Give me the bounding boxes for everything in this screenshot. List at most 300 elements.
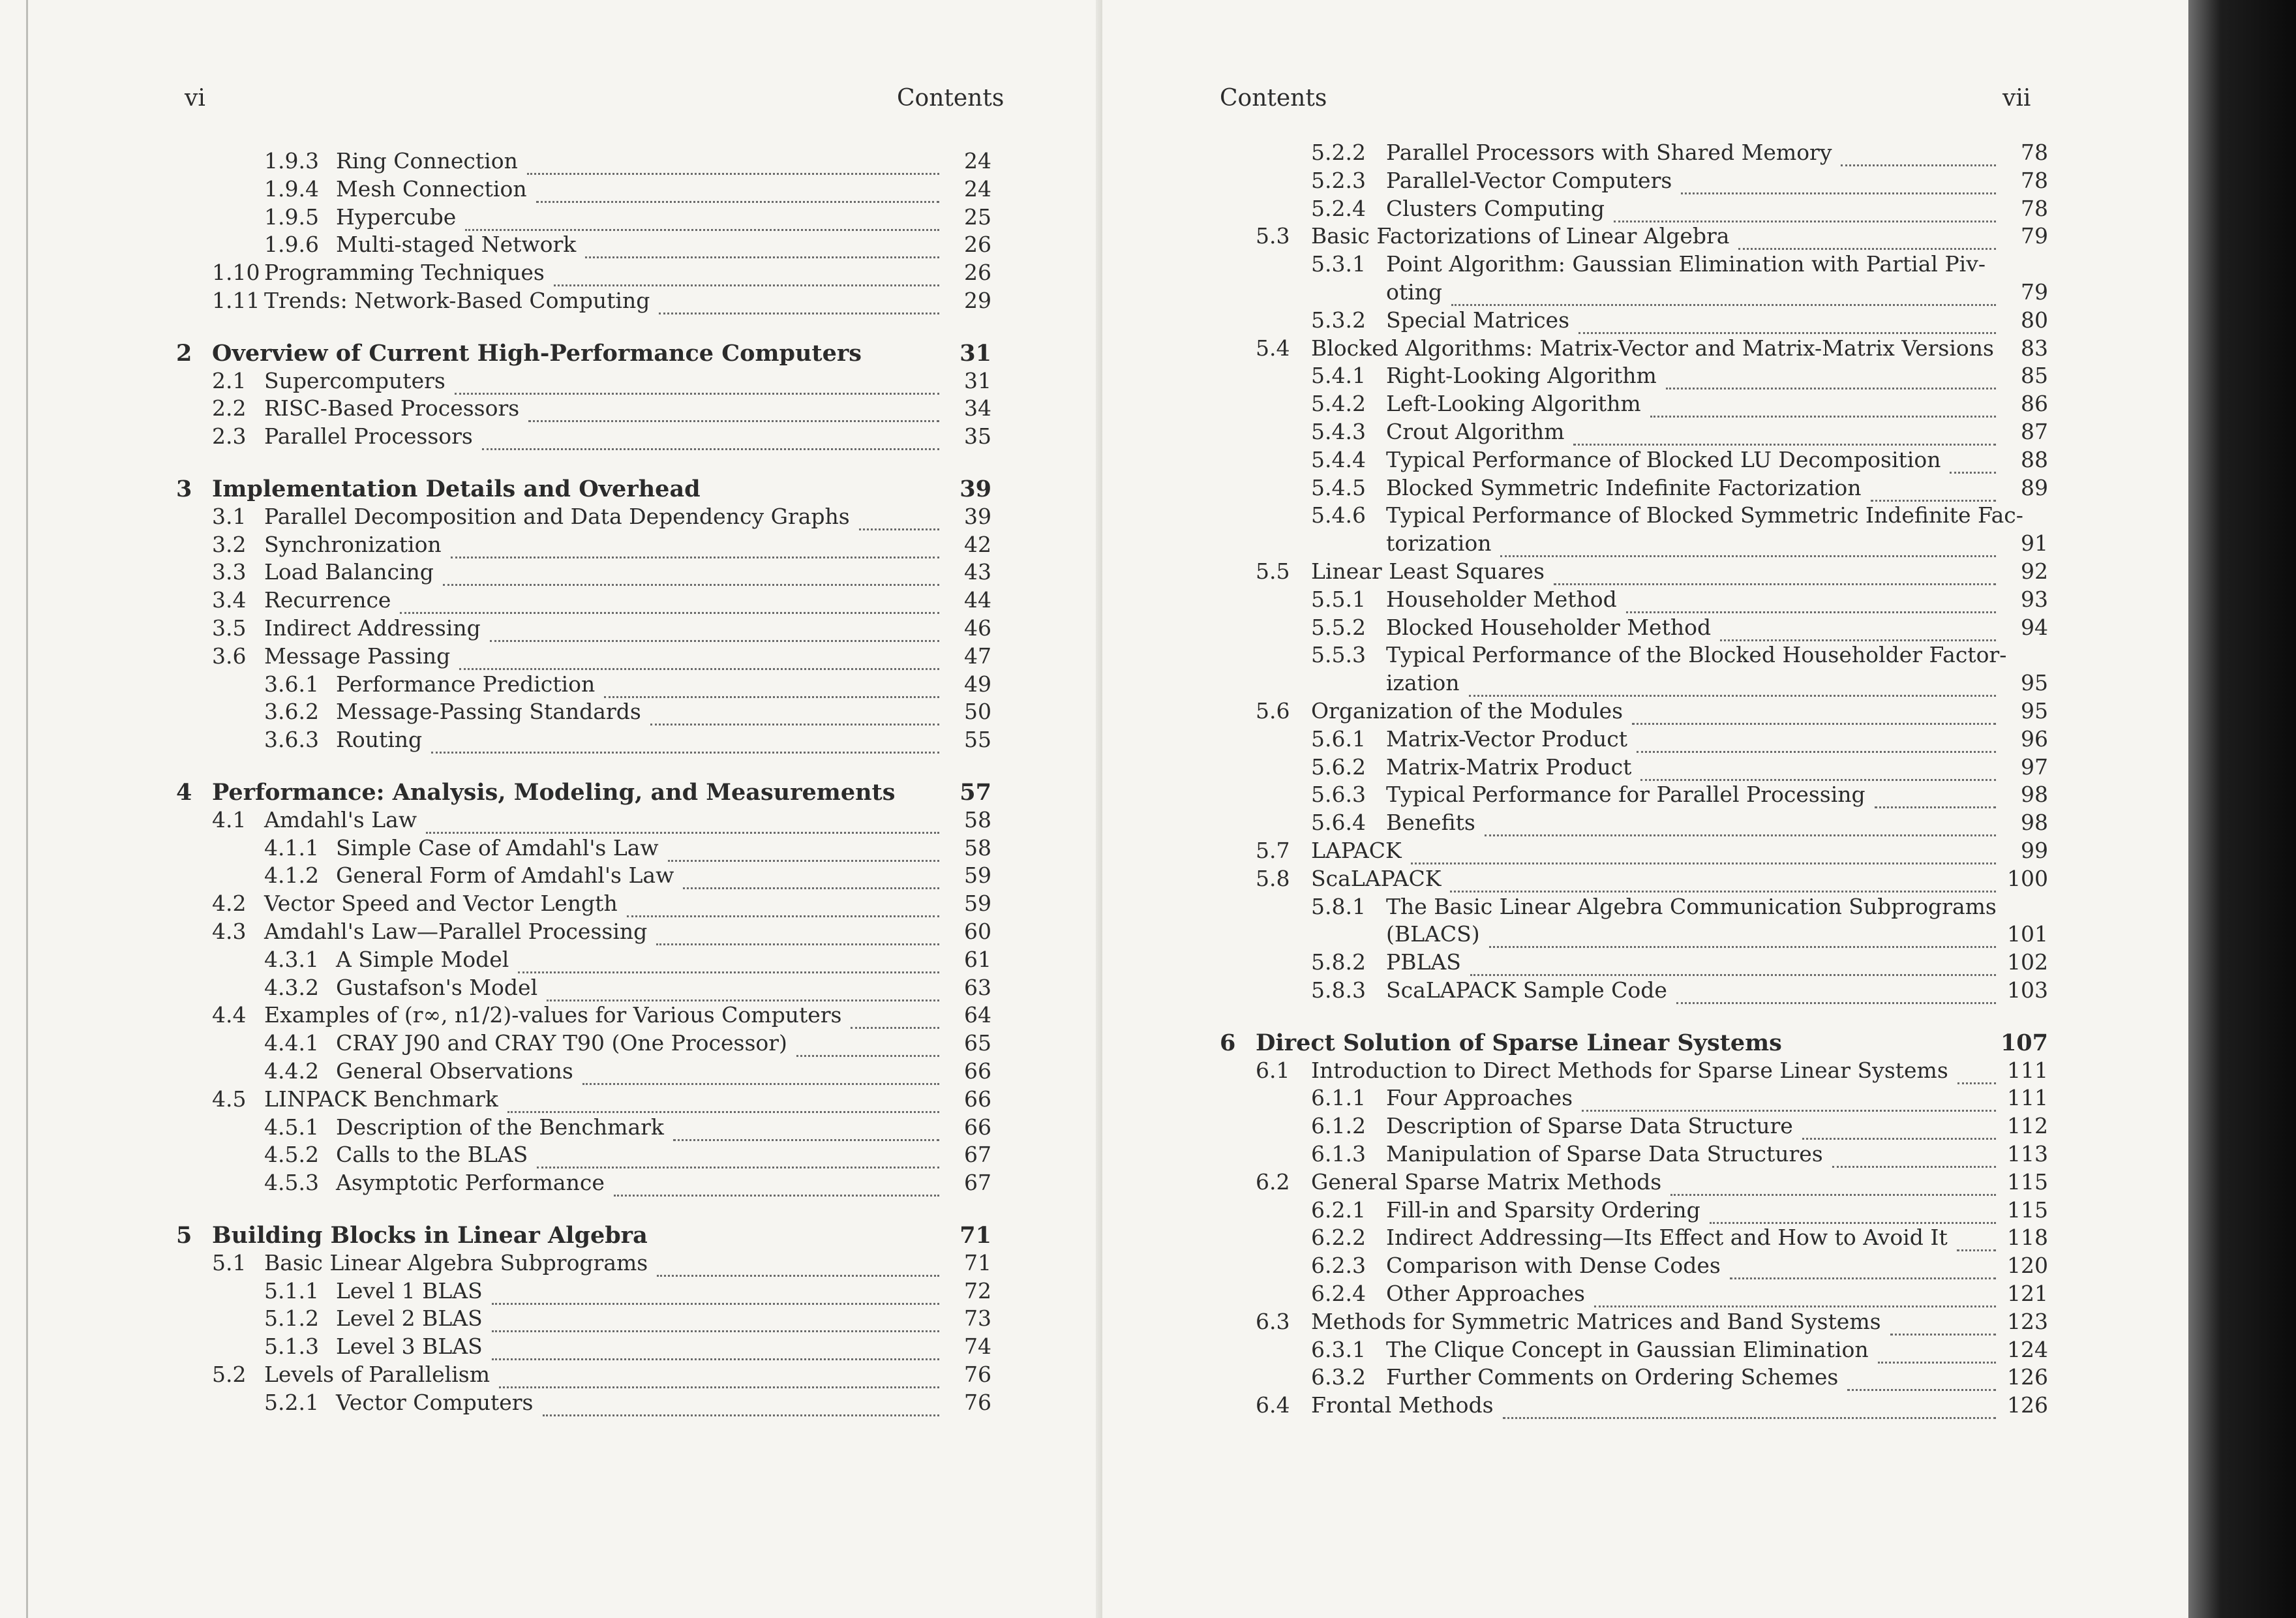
toc-entry — [176, 368, 991, 397]
dot-leader — [1890, 1310, 1996, 1336]
toc-entry — [176, 919, 991, 947]
toc-entry-number: 2 — [176, 339, 192, 367]
toc-entry — [176, 615, 991, 644]
toc-entry — [1220, 1058, 2048, 1086]
dot-leader — [1957, 1226, 1996, 1251]
toc-chapter-entry — [176, 1222, 991, 1251]
toc-entry-page: 66 — [964, 1114, 991, 1140]
toc-entry-number: 1.10 — [212, 260, 260, 286]
toc-entry — [176, 1142, 991, 1170]
toc-entry — [176, 423, 991, 452]
toc-entry-page: 44 — [964, 587, 991, 613]
toc-entry-page: 58 — [964, 834, 991, 861]
toc-entry-title: Amdahl's Law — [264, 806, 417, 832]
toc-entry-title: Parallel Processors — [264, 423, 473, 450]
toc-entry — [176, 891, 991, 919]
toc-entry-title: Recurrence — [264, 587, 391, 613]
toc-entry-page: 121 — [2007, 1281, 2048, 1306]
toc-entry-number: 5.8 — [1256, 865, 1290, 891]
dot-leader — [683, 864, 939, 889]
toc-entry-page: 42 — [964, 531, 991, 557]
toc-entry — [176, 1334, 991, 1362]
toc-entry-number: 3.6.2 — [264, 699, 319, 725]
dot-leader — [859, 505, 939, 530]
toc-entry-number: 5.8.1 — [1311, 893, 1366, 919]
toc-entry-page: 64 — [964, 1002, 991, 1028]
toc-entry-title: Ring Connection — [336, 148, 518, 174]
toc-entry — [1220, 754, 2048, 783]
toc-entry-title: torization — [1386, 530, 1492, 557]
toc-entry — [1220, 475, 2048, 504]
dot-leader — [1485, 811, 1996, 836]
toc-entry — [176, 643, 991, 672]
toc-entry-number: 6.4 — [1256, 1392, 1290, 1418]
toc-entry-title: Building Blocks in Linear Algebra — [212, 1222, 648, 1249]
toc-entry — [1220, 279, 2048, 308]
toc-entry-number: 1.9.4 — [264, 176, 319, 202]
toc-entry-number: 4.4.2 — [264, 1058, 319, 1084]
toc-entry-number: 6.2 — [1256, 1168, 1290, 1195]
toc-entry-title: Matrix-Vector Product — [1386, 725, 1628, 752]
toc-entry-page: 99 — [2021, 838, 2048, 863]
toc-entry-title: Householder Method — [1386, 586, 1617, 612]
toc-entry — [1220, 1309, 2048, 1337]
toc-entry-title: Blocked Algorithms: Matrix-Vector and Matrix-Matrix Versions — [1311, 335, 1994, 361]
toc-entry-title: Multi-staged Network — [336, 232, 577, 258]
toc-entry-title: Four Approaches — [1386, 1085, 1573, 1111]
dot-leader — [1710, 1198, 1996, 1224]
toc-entry-number: 4 — [176, 779, 192, 806]
toc-entry-title: The Clique Concept in Gaussian Elimination — [1386, 1336, 1869, 1362]
toc-entry — [1220, 949, 2048, 978]
dot-leader — [527, 149, 939, 175]
toc-entry-number: 4.3.2 — [264, 974, 319, 1000]
toc-entry-title: Other Approaches — [1386, 1281, 1585, 1306]
toc-entry-title: Parallel Processors with Shared Memory — [1386, 140, 1832, 165]
toc-entry-number: 5.4.5 — [1311, 474, 1366, 500]
toc-entry-number: 3.3 — [212, 559, 247, 585]
toc-entry-page: 118 — [2007, 1225, 2048, 1251]
dot-leader — [431, 728, 939, 754]
toc-entry-number: 5.6.3 — [1311, 782, 1366, 808]
toc-entry-title: ScaLAPACK — [1311, 865, 1442, 891]
page-number-label: vii — [2002, 85, 2031, 112]
dot-leader — [1578, 309, 1996, 334]
dot-leader — [451, 533, 939, 558]
toc-entry-page: 76 — [964, 1362, 991, 1387]
toc-entry — [1220, 670, 2048, 699]
toc-entry-title: oting — [1386, 279, 1443, 305]
toc-entry — [176, 176, 991, 205]
toc-entry — [1220, 1253, 2048, 1281]
toc-entry-number: 5.4.2 — [1311, 391, 1366, 417]
toc-entry-title: General Form of Amdahl's Law — [336, 862, 674, 889]
toc-entry-page: 124 — [2007, 1336, 2048, 1362]
toc-chapter-entry — [176, 476, 991, 504]
toc-entry-title: Overview of Current High-Performance Computers — [212, 339, 862, 367]
toc-entry — [176, 148, 991, 177]
toc-entry-page: 126 — [2007, 1392, 2048, 1418]
toc-entry — [176, 1390, 991, 1418]
dot-leader — [1841, 141, 1996, 166]
toc-entry-number: 5.4.1 — [1311, 363, 1366, 389]
toc-entry-number: 6.1.1 — [1311, 1085, 1366, 1111]
left-page — [0, 0, 1102, 1618]
toc-entry — [1220, 447, 2048, 476]
toc-entry-number: 5.4 — [1256, 335, 1290, 361]
dot-leader — [1411, 839, 1996, 864]
toc-entry — [1220, 1225, 2048, 1253]
toc-entry-title: Message-Passing Standards — [336, 699, 641, 725]
dot-leader — [1594, 1282, 1996, 1307]
dot-leader — [1847, 1366, 1996, 1391]
toc-entry — [1220, 196, 2048, 224]
toc-entry-page: 24 — [964, 148, 991, 174]
toc-entry-number: 4.4 — [212, 1002, 247, 1028]
toc-entry-page: 112 — [2007, 1113, 2048, 1139]
toc-entry-number: 3 — [176, 476, 192, 502]
dot-leader — [492, 1335, 939, 1360]
toc-entry-page: 39 — [964, 503, 991, 529]
toc-entry-page: 61 — [964, 946, 991, 972]
toc-entry-number: 5.1 — [212, 1249, 247, 1275]
toc-entry-number: 5.2.4 — [1311, 195, 1366, 221]
page-edge-rule — [26, 0, 28, 1618]
toc-entry-number: 5.3.2 — [1311, 307, 1366, 333]
toc-entry-title: Examples of (r∞, n1/2)-values for Various Computers — [264, 1002, 842, 1028]
toc-entry-title: RISC-Based Processors — [264, 395, 520, 421]
toc-entry-page: 34 — [964, 395, 991, 421]
dot-leader — [1640, 756, 1996, 781]
toc-entry-page: 97 — [2021, 754, 2048, 780]
toc-entry-title: Mesh Connection — [336, 176, 527, 202]
toc-entry-title: Load Balancing — [264, 559, 434, 585]
toc-entry-title: ization — [1386, 670, 1460, 696]
toc-entry — [176, 559, 991, 588]
dot-leader — [465, 206, 939, 231]
toc-entry-number: 4.5.1 — [264, 1114, 319, 1140]
toc-entry-number: 6.1 — [1256, 1057, 1290, 1083]
toc-entry — [1220, 1281, 2048, 1309]
toc-entry-page: 65 — [964, 1030, 991, 1056]
toc-entry-page: 43 — [964, 559, 991, 585]
dot-leader — [1582, 1086, 1996, 1112]
toc-entry — [176, 835, 991, 864]
toc-entry-title: Left-Looking Algorithm — [1386, 391, 1641, 417]
toc-entry — [176, 1030, 991, 1059]
toc-entry-title: General Observations — [336, 1058, 573, 1084]
toc-entry-title: Vector Computers — [336, 1389, 534, 1415]
toc-entry — [1220, 726, 2048, 755]
dot-leader — [547, 976, 939, 1001]
toc-entry-page: 98 — [2021, 810, 2048, 836]
toc-entry — [176, 1250, 991, 1279]
dot-leader — [1469, 671, 1996, 697]
toc-entry-title: Organization of the Modules — [1311, 698, 1624, 724]
toc-entry-number: 6.2.3 — [1311, 1253, 1366, 1279]
toc-entry — [1220, 502, 2048, 531]
toc-chapter-entry — [176, 340, 991, 369]
toc-entry-title: Implementation Details and Overhead — [212, 476, 701, 502]
toc-entry-number: 3.6.1 — [264, 671, 319, 697]
toc-entry-title: Level 2 BLAS — [336, 1305, 483, 1332]
toc-entry — [176, 532, 991, 560]
dot-leader — [659, 289, 939, 314]
toc-entry-number: 6.3 — [1256, 1308, 1290, 1334]
toc-entry-page: 95 — [2021, 698, 2048, 724]
toc-entry — [176, 204, 991, 233]
toc-entry — [1220, 558, 2048, 587]
toc-entry — [176, 504, 991, 532]
dot-leader — [1632, 699, 1996, 725]
toc-entry-number: 2.3 — [212, 423, 247, 450]
toc-entry-number: 5.8.2 — [1311, 949, 1366, 975]
toc-entry-page: 59 — [964, 862, 991, 889]
toc-entry — [1220, 1197, 2048, 1226]
dot-leader — [554, 261, 939, 286]
dot-leader — [1730, 1254, 1996, 1279]
toc-entry-title: Blocked Symmetric Indefinite Factorization — [1386, 474, 1862, 500]
toc-entry-title: Typical Performance for Parallel Processing — [1386, 782, 1865, 808]
toc-entry-page: 71 — [959, 1222, 991, 1249]
toc-entry-title: (BLACS) — [1386, 921, 1480, 947]
toc-entry-page: 67 — [964, 1170, 991, 1196]
toc-entry-number: 4.1.1 — [264, 834, 319, 861]
dot-leader — [1676, 979, 1996, 1004]
toc-entry-title: Performance Prediction — [336, 671, 596, 697]
dot-leader — [627, 892, 939, 917]
toc-entry — [1220, 419, 2048, 448]
running-title: Contents — [1220, 85, 1327, 112]
toc-entry — [1220, 1337, 2048, 1366]
toc-entry — [176, 1362, 991, 1390]
toc-entry-page: 72 — [964, 1277, 991, 1304]
toc-entry-title: Linear Least Squares — [1311, 558, 1545, 584]
dot-leader — [656, 920, 939, 945]
toc-entry-number: 4.5 — [212, 1086, 247, 1112]
toc-entry-title: Description of Sparse Data Structure — [1386, 1113, 1793, 1139]
toc-entry-page: 74 — [964, 1334, 991, 1360]
toc-entry-title: Comparison with Dense Codes — [1386, 1253, 1721, 1279]
toc-entry-number: 5.1.1 — [264, 1277, 319, 1304]
toc-entry-title: CRAY J90 and CRAY T90 (One Processor) — [336, 1030, 787, 1056]
toc-entry — [176, 232, 991, 260]
dot-leader — [1878, 1338, 1996, 1364]
toc-entry-page: 31 — [964, 367, 991, 393]
dot-leader — [1503, 1394, 1996, 1419]
toc-entry-number: 5.2.3 — [1311, 167, 1366, 193]
toc-entry-title: General Sparse Matrix Methods — [1311, 1168, 1662, 1195]
toc-entry-title: Typical Performance of the Blocked Householder Factor- — [1386, 642, 2007, 668]
toc-entry-page: 115 — [2007, 1197, 2048, 1223]
toc-entry — [176, 260, 991, 288]
toc-entry — [1220, 307, 2048, 336]
dot-leader — [1626, 588, 1996, 613]
toc-entry-title: Gustafson's Model — [336, 974, 538, 1000]
toc-entry-title: Introduction to Direct Methods for Sparse Linear Systems — [1311, 1057, 1948, 1083]
toc-entry-page: 73 — [964, 1305, 991, 1332]
toc-entry-page: 102 — [2007, 949, 2048, 975]
toc-entry — [1220, 838, 2048, 866]
toc-entry-page: 98 — [2021, 782, 2048, 808]
toc-entry-number: 5.7 — [1256, 838, 1290, 863]
toc-entry-page: 78 — [2021, 167, 2048, 193]
toc-entry — [176, 727, 991, 756]
dot-leader — [657, 1251, 939, 1277]
toc-entry-page: 79 — [2021, 223, 2048, 249]
dot-leader — [1614, 197, 1996, 222]
dot-leader — [614, 1171, 939, 1197]
toc-entry-number: 6 — [1220, 1029, 1236, 1056]
toc-entry-title: Typical Performance of Blocked LU Decomposition — [1386, 446, 1941, 472]
dot-leader — [1950, 448, 1996, 474]
dot-leader — [1802, 1114, 1996, 1140]
toc-entry-title: Methods for Symmetric Matrices and Band Systems — [1311, 1308, 1881, 1334]
toc-entry-page: 59 — [964, 891, 991, 917]
dot-leader — [490, 617, 939, 642]
toc-entry-page: 60 — [964, 919, 991, 944]
toc-entry-number: 5.4.3 — [1311, 419, 1366, 444]
toc-entry-title: Supercomputers — [264, 367, 446, 393]
toc-entry-title: Description of the Benchmark — [336, 1114, 664, 1140]
toc-entry-page: 89 — [2021, 474, 2048, 500]
dot-leader — [482, 425, 939, 450]
toc-entry-title: Typical Performance of Blocked Symmetric Indefinite Fac- — [1386, 502, 2023, 528]
toc-chapter-entry — [176, 779, 991, 808]
toc-entry-title: Level 3 BLAS — [336, 1334, 483, 1360]
toc-entry-number: 5.3 — [1256, 223, 1290, 249]
toc-entry-title: Hypercube — [336, 204, 457, 230]
toc-entry-title: Parallel Decomposition and Data Dependency Graphs — [264, 503, 850, 529]
toc-entry — [176, 288, 991, 316]
toc-entry-number: 6.3.1 — [1311, 1336, 1366, 1362]
dot-leader — [1451, 281, 1996, 306]
toc-entry — [1220, 1141, 2048, 1170]
toc-entry-title: Further Comments on Ordering Schemes — [1386, 1364, 1839, 1390]
toc-entry-page: 86 — [2021, 391, 2048, 417]
dot-leader — [796, 1031, 939, 1057]
toc-entry — [176, 1002, 991, 1031]
dot-leader — [582, 1060, 939, 1085]
dot-leader — [537, 1143, 939, 1168]
toc-entry-number: 6.1.2 — [1311, 1113, 1366, 1139]
toc-entry-page: 50 — [964, 699, 991, 725]
toc-entry-number: 4.2 — [212, 891, 247, 917]
dot-leader — [1650, 392, 1996, 418]
dot-leader — [1450, 867, 1996, 893]
toc-entry-page: 95 — [2021, 670, 2048, 696]
toc-entry — [176, 947, 991, 975]
toc-entry-title: Fill-in and Sparsity Ordering — [1386, 1197, 1700, 1223]
dot-leader — [1957, 1059, 1996, 1084]
toc-entry-number: 1.9.5 — [264, 204, 319, 230]
toc-entry — [1220, 223, 2048, 252]
dot-leader — [400, 588, 939, 614]
toc-entry — [1220, 1392, 2048, 1421]
dot-leader — [1470, 951, 1996, 976]
toc-entry-title: Message Passing — [264, 643, 451, 669]
toc-entry-title: Synchronization — [264, 531, 442, 557]
toc-entry-number: 5.2 — [212, 1362, 247, 1387]
toc-entry-title: Basic Linear Algebra Subprograms — [264, 1249, 648, 1275]
toc-entry-page: 87 — [2021, 419, 2048, 444]
toc-entry-page: 88 — [2021, 446, 2048, 472]
toc-entry-number: 5.1.3 — [264, 1334, 319, 1360]
toc-entry-number: 4.3.1 — [264, 946, 319, 972]
toc-entry-page: 120 — [2007, 1253, 2048, 1279]
toc-entry — [1220, 530, 2048, 559]
toc-entry-page: 83 — [2021, 335, 2048, 361]
toc-entry-number: 5.8.3 — [1311, 977, 1366, 1003]
toc-entry-number: 2.2 — [212, 395, 247, 421]
toc-entry-number: 3.6.3 — [264, 727, 319, 753]
toc-entry-page: 80 — [2021, 307, 2048, 333]
dot-leader — [1832, 1142, 1996, 1168]
toc-entry-page: 111 — [2007, 1057, 2048, 1083]
toc-entry-number: 5.3.1 — [1311, 251, 1366, 277]
dot-leader — [1666, 364, 1996, 389]
page-number-label: vi — [185, 85, 205, 112]
toc-entry-number: 1.9.6 — [264, 232, 319, 258]
toc-entry — [176, 1086, 991, 1115]
dot-leader — [426, 808, 939, 834]
toc-entry-title: Calls to the BLAS — [336, 1142, 528, 1168]
toc-entry — [1220, 866, 2048, 894]
toc-entry-number: 1.11 — [212, 288, 260, 313]
toc-entry-number: 5.2.2 — [1311, 140, 1366, 165]
toc-entry-page: 111 — [2007, 1085, 2048, 1111]
toc-entry-page: 107 — [2000, 1029, 2048, 1056]
toc-entry-page: 31 — [959, 339, 991, 367]
toc-entry-title: Clusters Computing — [1386, 195, 1605, 221]
toc-entry-number: 4.5.3 — [264, 1170, 319, 1196]
toc-entry-title: Crout Algorithm — [1386, 419, 1565, 444]
toc-entry-title: Manipulation of Sparse Data Structures — [1386, 1141, 1823, 1167]
toc-entry-title: Levels of Parallelism — [264, 1362, 490, 1387]
dot-leader — [543, 1391, 940, 1416]
toc-entry-page: 71 — [964, 1249, 991, 1275]
toc-entry — [1220, 391, 2048, 420]
toc-entry-title: Simple Case of Amdahl's Law — [336, 834, 659, 861]
toc-entry-page: 25 — [964, 204, 991, 230]
toc-entry-title: LAPACK — [1311, 838, 1402, 863]
scan-edge — [2188, 0, 2296, 1618]
toc-entry-page: 46 — [964, 615, 991, 641]
toc-entry-page: 47 — [964, 643, 991, 669]
toc-entry-page: 113 — [2007, 1141, 2048, 1167]
toc-entry-page: 100 — [2007, 865, 2048, 891]
dot-leader — [1573, 420, 1996, 446]
toc-entry-page: 49 — [964, 671, 991, 697]
dot-leader — [673, 1116, 939, 1141]
dot-leader — [1554, 560, 1996, 585]
toc-entry — [1220, 168, 2048, 196]
toc-entry — [1220, 1364, 2048, 1393]
dot-leader — [650, 700, 939, 725]
toc-entry-title: Indirect Addressing—Its Effect and How to Avoid It — [1386, 1225, 1948, 1251]
toc-entry-page: 79 — [2021, 279, 2048, 305]
toc-entry — [176, 587, 991, 616]
toc-entry — [1220, 251, 2048, 280]
toc-entry-page: 78 — [2021, 195, 2048, 221]
dot-leader — [518, 948, 939, 973]
toc-entry-title: LINPACK Benchmark — [264, 1086, 498, 1112]
toc-entry-page: 24 — [964, 176, 991, 202]
toc-entry-number: 5 — [176, 1222, 192, 1249]
toc-entry — [1220, 1169, 2048, 1198]
toc-entry — [1220, 698, 2048, 727]
dot-leader — [585, 233, 939, 258]
